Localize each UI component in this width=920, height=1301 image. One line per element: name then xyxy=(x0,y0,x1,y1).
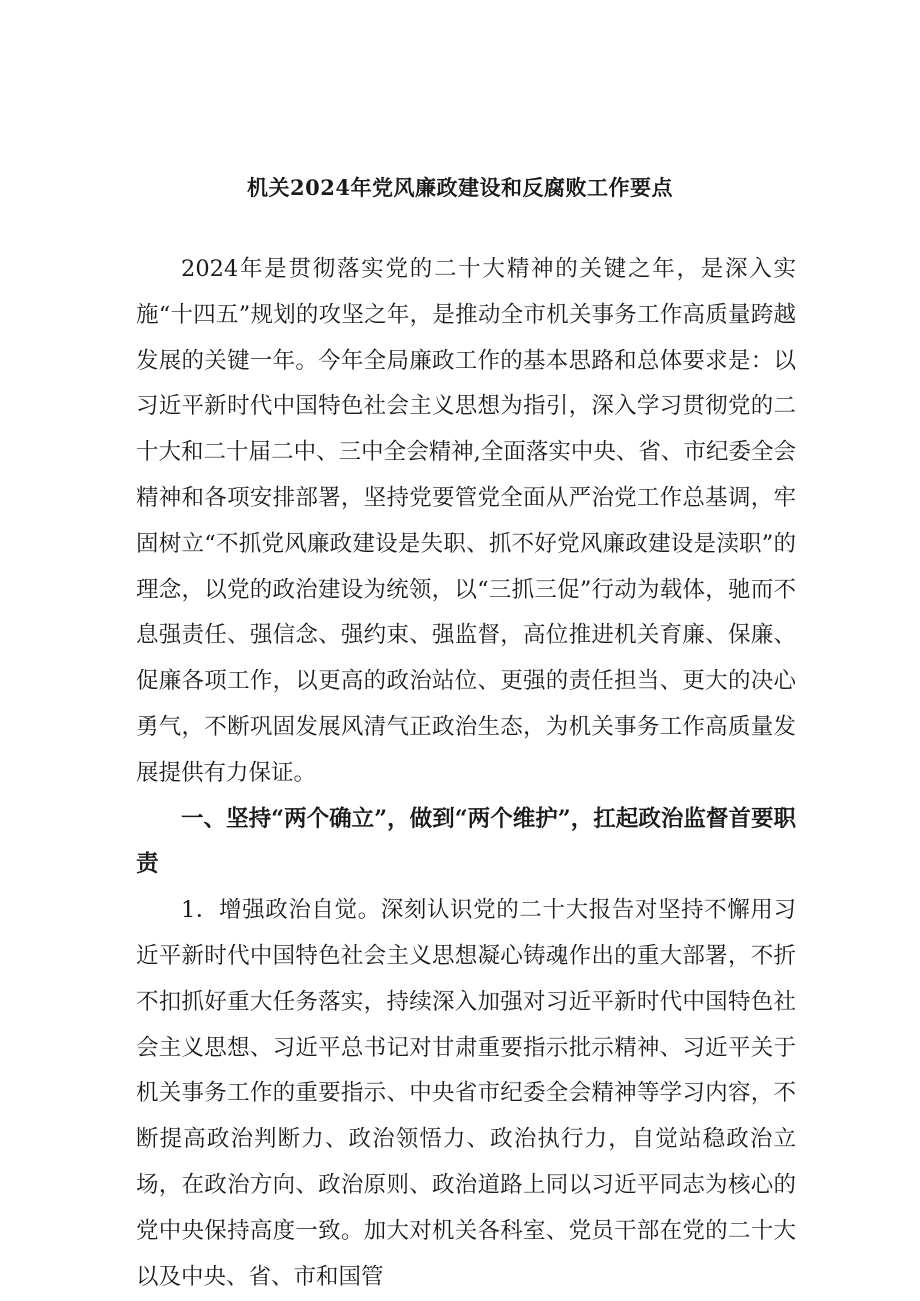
document-body xyxy=(136,247,796,1300)
item-paragraph: 1．增强政治自觉。深刻认识党的二十大报告对坚持不懈用习近平新时代中国特色社会主义思想凝心铸魂作出的重大部署，不折不扣抓好重大任务落实，持续深入加强对习近平新时代中国特色社会主义思想、习近平总书记对甘肃重要指示批示精神、习近平关于机关事务工作的重要指示、中央省市纪委全会精神等学习内容，不断提高政治判断力、政治领悟力、政治执行力，自觉站稳政治立场，在政治方向、政治原则、政治道路上同以习近平同志为核心的党中央保持高度一致。加大对机关各科室、党员干部在党的二十大以及中央、省、市和国管 xyxy=(136,897,796,1290)
section-heading: 一、坚持“两个确立”，做到“两个维护”，扛起政治监督首要职责 xyxy=(136,805,796,878)
document-title: 机关2024年党风廉政建设和反腐败工作要点 xyxy=(247,175,673,200)
intro-paragraph: 2024年是贯彻落实党的二十大精神的关键之年，是深入实施“十四五”规划的攻坚之年，是推动全市机关事务工作高质量跨越发展的关键一年。今年全局廉政工作的基本思路和总体要求是：以习近平新时代中国特色社会主义思想为指引，深入学习贯彻党的二十大和二十届二中、三中全会精神,全面落实中央、省、市纪委全会精神和各项安排部署，坚持党要管党全面从严治党工作总基调，牢固树立“不抓党风廉政建设是失职、抓不好党风廉政建设是渎职”的理念，以党的政治建设为统领，以“三抓三促”行动为载体，驰而不息强责任、强信念、强约束、强监督，高位推进机关育廉、保廉、促廉各项工作，以更高的政治站位、更强的责任担当、更大的决心勇气，不断巩固发展风清气正政治生态，为机关事务工作高质量发展提供有力保证。 xyxy=(136,256,796,786)
